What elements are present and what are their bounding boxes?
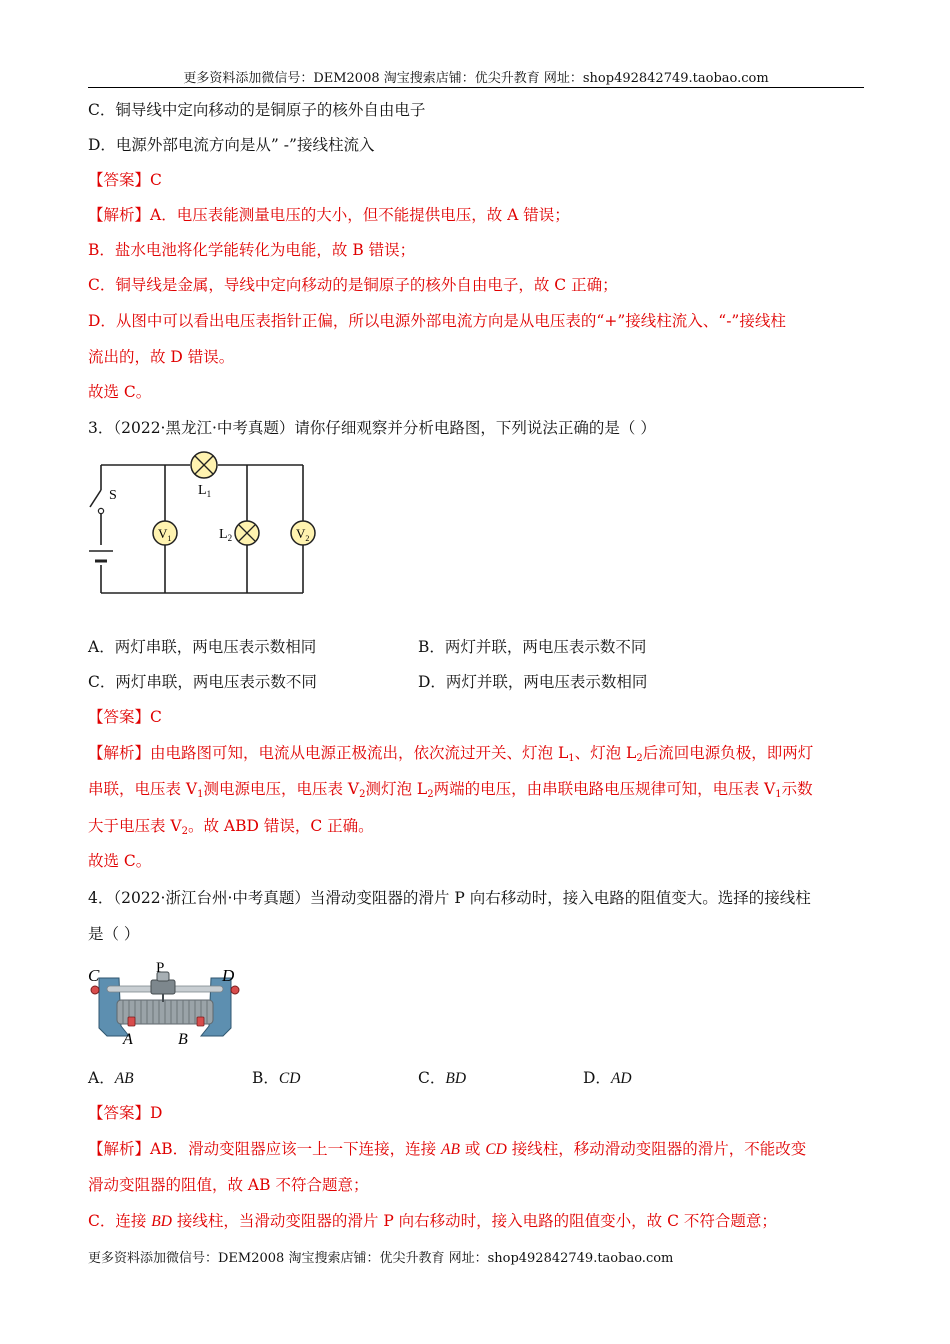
q2-option-d: D．电源外部电流方向是从” -”接线柱流入: [88, 136, 375, 154]
lamp-l2: [235, 521, 259, 545]
label-d: D: [222, 966, 235, 985]
answer-label: 【答案】: [88, 171, 151, 189]
terminal-d: [231, 986, 239, 994]
q4-answer: [88, 1103, 162, 1123]
label-p: P: [156, 960, 165, 976]
q2-analysis-line-4: D．从图中可以看出电压表指针正偏，所以电源外部电流方向是从电压表的“+”接线柱流入、“-”接线柱: [88, 312, 786, 330]
answer-value: D: [150, 1104, 163, 1122]
q4-option-d: D．AD: [583, 1069, 632, 1087]
q4-rheostat-image: [85, 958, 245, 1050]
label-c: C: [88, 966, 100, 985]
q4-stem-line-1: 4．（2022·浙江台州·中考真题）当滑动变阻器的滑片 P 向右移动时，接入电路的阻值变大。选择的接线柱: [88, 889, 811, 907]
q2-analysis-line-5: 流出的，故 D 错误。: [88, 348, 235, 366]
q4-analysis-line-2: 滑动变阻器的阻值，故 AB 不符合题意；: [88, 1176, 369, 1194]
q4-option-c: C．BD: [418, 1069, 467, 1087]
q3-circuit-diagram: [85, 445, 325, 600]
page-footer: 更多资料添加微信号：DEM2008 淘宝搜索店铺：优尖升教育 网址：shop492842749.taobao.com: [88, 1251, 674, 1266]
analysis-label: 【解析】: [88, 744, 151, 762]
q2-answer: [88, 170, 162, 190]
q2-analysis-line-3: C．铜导线是金属，导线中定向移动的是铜原子的核外自由电子，故 C 正确；: [88, 276, 618, 294]
voltmeter-v1-label: $V_1$: [158, 526, 172, 543]
analysis-label: 【解析】: [88, 206, 151, 224]
answer-label: 【答案】: [88, 708, 151, 726]
switch-contact: [98, 508, 103, 513]
lamp-l1: [191, 452, 217, 478]
q2-analysis-line-2: B．盐水电池将化学能转化为电能，故 B 错误；: [88, 241, 416, 259]
q3-analysis-line-3: 大于电压表 $V_2$。故 ABD 错误，C 正确。: [88, 817, 374, 837]
voltmeter-v2-label: $V_2$: [296, 526, 310, 543]
analysis-text: A．电压表能测量电压的大小，但不能提供电压，故 A 错误；: [150, 206, 570, 224]
q3-option-a: A．两灯串联，两电压表示数相同: [88, 638, 317, 656]
switch-label: S: [109, 488, 117, 503]
terminal-c: [91, 986, 99, 994]
q3-option-b: B．两灯并联，两电压表示数不同: [418, 638, 647, 656]
switch-blade: [90, 490, 101, 507]
label-a: A: [123, 1031, 133, 1048]
q3-answer: [88, 707, 162, 727]
q3-stem: 3．（2022·黑龙江·中考真题）请你仔细观察并分析电路图，下列说法正确的是（ ）: [88, 419, 656, 437]
q3-analysis-line-1: 【解析】由电路图可知，电流从电源正极流出，依次流过开关、灯泡 $L_1$、灯泡 $L_2$后流回电源负极，即两灯: [88, 744, 814, 764]
label-b: B: [178, 1031, 188, 1048]
q2-option-c: C．铜导线中定向移动的是铜原子的核外自由电子: [88, 101, 426, 119]
q3-analysis-line-2: 串联，电压表 $V_1$测电源电压，电压表 $V_2$测灯泡 $L_2$两端的电压，由串联电路电压规律可知，电压表 $V_1$示数: [88, 780, 813, 800]
lamp-l1-label: $L_1$: [198, 483, 212, 499]
answer-value: C: [150, 171, 162, 189]
rheostat-slider: [151, 980, 175, 994]
analysis-label: 【解析】: [88, 1140, 151, 1158]
q4-stem-line-2: 是（ ）: [88, 925, 140, 943]
header-divider: [88, 87, 864, 88]
lamp-l2-label: $L_2$: [219, 527, 233, 543]
q4-option-b: B．CD: [252, 1069, 301, 1087]
q3-option-d: D．两灯并联，两电压表示数相同: [418, 673, 648, 691]
q2-analysis-line-1: [88, 205, 570, 225]
answer-label: 【答案】: [88, 1104, 151, 1122]
q3-conclusion: 故选 C。: [88, 852, 152, 870]
page-header: 更多资料添加微信号：DEM2008 淘宝搜索店铺：优尖升教育 网址：shop492842749.taobao.com: [183, 71, 769, 86]
q4-analysis-line-1: 【解析】AB．滑动变阻器应该一上一下连接，连接 AB 或 CD 接线柱，移动滑动变阻器的滑片，不能改变: [88, 1140, 807, 1158]
answer-value: C: [150, 708, 162, 726]
q3-option-c: C．两灯串联，两电压表示数不同: [88, 673, 317, 691]
terminal-b: [197, 1017, 204, 1026]
q2-conclusion: 故选 C。: [88, 383, 152, 401]
q4-option-a: A．AB: [88, 1069, 134, 1087]
terminal-a: [128, 1017, 135, 1026]
q4-analysis-line-3: C．连接 BD 接线柱，当滑动变阻器的滑片 P 向右移动时，接入电路的阻值变小，故 C 不符合题意；: [88, 1212, 777, 1230]
